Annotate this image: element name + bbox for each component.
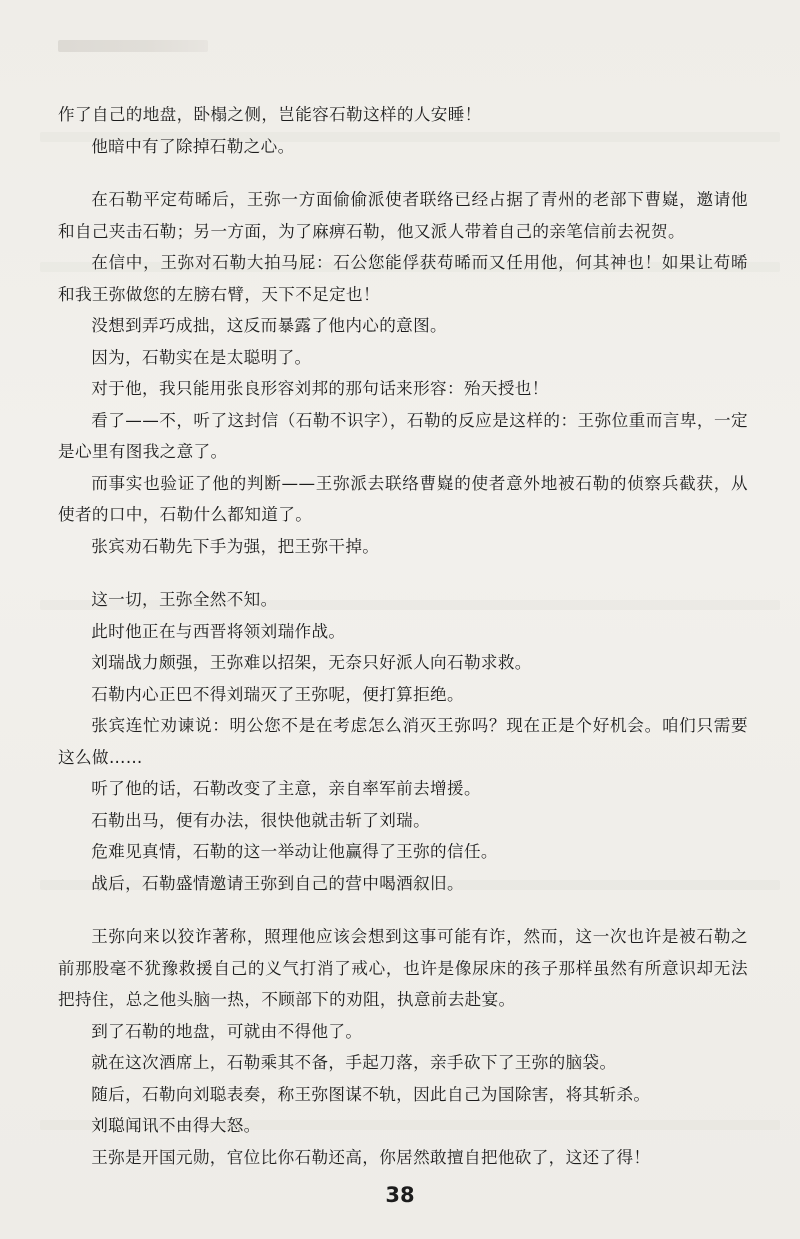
paragraph-gap — [58, 162, 748, 184]
paragraph: 张宾连忙劝谏说：明公您不是在考虑怎么消灭王弥吗？现在正是个好机会。咱们只需要这么做…… — [58, 716, 748, 767]
page-number: 38 — [385, 1183, 415, 1207]
paragraph: 到了石勒的地盘，可就由不得他了。 — [91, 1021, 363, 1041]
paragraph: 在信中，王弥对石勒大拍马屁：石公您能俘获苟晞而又任用他，何其神也！如果让苟晞和我王弥做您的左膀右臂，天下不足定也！ — [58, 253, 748, 304]
paragraph-gap — [58, 562, 748, 584]
paragraph: 危难见真情，石勒的这一举动让他赢得了王弥的信任。 — [91, 842, 498, 861]
paragraph: 在石勒平定苟晞后，王弥一方面偷偷派使者联络已经占据了青州的老部下曹嶷，邀请他和自己夹击石勒；另一方面，为了麻痹石勒，他又派人带着自己的亲笔信前去祝贺。 — [58, 190, 748, 241]
paragraph: 听了他的话，石勒改变了主意，亲自率军前去增援。 — [91, 779, 481, 798]
paragraph: 作了自己的地盘，卧榻之侧，岂能容石勒这样的人安睡！ — [58, 105, 482, 124]
paragraph: 战后，石勒盛情邀请王弥到自己的营中喝酒叙旧。 — [91, 873, 464, 893]
paragraph: 石勒内心正巴不得刘瑞灭了王弥呢，便打算拒绝。 — [91, 684, 464, 704]
paragraph: 看了——不，听了这封信（石勒不识字），石勒的反应是这样的：王弥位重而言卑，一定是心里有图我之意了。 — [58, 410, 748, 461]
running-head-smudge — [58, 40, 208, 52]
paragraph: 这一切，王弥全然不知。 — [91, 590, 278, 609]
paragraph: 他暗中有了除掉石勒之心。 — [91, 136, 295, 156]
body-text — [58, 99, 748, 1173]
paragraph: 王弥向来以狡诈著称，照理他应该会想到这事可能有诈，然而，这一次也许是被石勒之前那股毫不犹豫救援自己的义气打消了戒心，也许是像尿床的孩子那样虽然有所意识却无法把持住，总之他头脑一热，不顾部下的劝阻，执意前去赴宴。 — [58, 927, 748, 1009]
paragraph: 因为，石勒实在是太聪明了。 — [91, 347, 312, 367]
paragraph: 对于他，我只能用张良形容刘邦的那句话来形容：殆天授也！ — [91, 379, 549, 398]
paragraph: 石勒出马，便有办法，很快他就击斩了刘瑞。 — [91, 810, 431, 830]
paragraph: 刘瑞战力颇强，王弥难以招架，无奈只好派人向石勒求救。 — [91, 653, 532, 672]
paragraph: 没想到弄巧成拙，这反而暴露了他内心的意图。 — [91, 316, 448, 335]
paragraph: 此时他正在与西晋将领刘瑞作战。 — [91, 621, 346, 641]
paragraph-gap — [58, 899, 748, 921]
paragraph: 刘聪闻讯不由得大怒。 — [91, 1116, 261, 1135]
paragraph: 王弥是开国元勋，官位比你石勒还高，你居然敢擅自把他砍了，这还了得！ — [91, 1147, 651, 1167]
paragraph: 随后，石勒向刘聪表奏，称王弥图谋不轨，因此自己为国除害，将其斩杀。 — [91, 1084, 651, 1104]
paragraph: 而事实也验证了他的判断——王弥派去联络曹嶷的使者意外地被石勒的侦察兵截获，从使者的口中，石勒什么都知道了。 — [58, 473, 748, 524]
paragraph: 张宾劝石勒先下手为强，把王弥干掉。 — [91, 536, 380, 556]
paragraph: 就在这次酒席上，石勒乘其不备，手起刀落，亲手砍下了王弥的脑袋。 — [91, 1053, 617, 1072]
